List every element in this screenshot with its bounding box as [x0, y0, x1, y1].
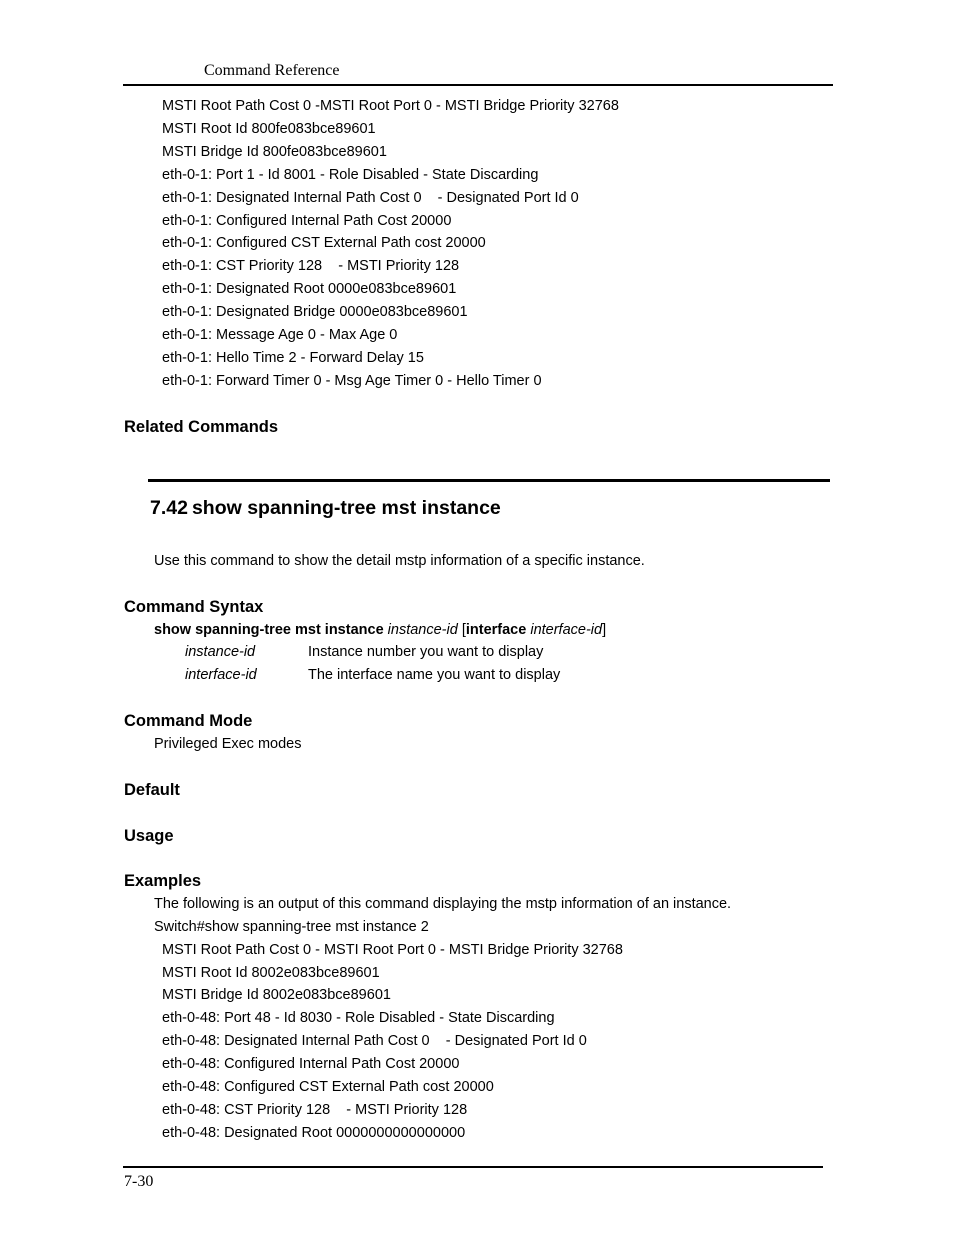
output-line: eth-0-1: Designated Bridge 0000e083bce89601: [162, 304, 468, 320]
example-output-line: MSTI Root Id 8002e083bce89601: [162, 965, 380, 981]
output-line: MSTI Root Path Cost 0 -MSTI Root Port 0 - MSTI Bridge Priority 32768: [162, 98, 619, 114]
example-output-line: eth-0-48: Designated Root 0000000000000000: [162, 1125, 466, 1141]
output-line: eth-0-1: Configured Internal Path Cost 20000: [162, 213, 452, 229]
param-name: interface-id: [185, 667, 257, 683]
example-output-line: eth-0-48: Designated Internal Path Cost 0 - Designated Port Id 0: [162, 1033, 587, 1049]
output-line: eth-0-1: Message Age 0 - Max Age 0: [162, 327, 398, 343]
section-description: Use this command to show the detail mstp information of a specific instance.: [154, 553, 645, 569]
usage-heading: Usage: [124, 827, 174, 845]
section-title-text: show spanning-tree mst instance: [191, 497, 501, 519]
syntax-open-bracket: [: [461, 622, 466, 638]
default-heading: Default: [124, 781, 180, 799]
related-commands-heading: Related Commands: [124, 418, 279, 436]
output-line: MSTI Bridge Id 800fe083bce89601: [162, 144, 387, 160]
example-output-line: eth-0-48: CST Priority 128 - MSTI Priority 128: [162, 1102, 468, 1118]
output-line: MSTI Root Id 800fe083bce89601: [162, 121, 376, 137]
page-number: 7-30: [124, 1173, 154, 1190]
syntax-arg-instance-id: instance-id: [387, 622, 458, 638]
example-output-line: eth-0-48: Configured Internal Path Cost 20000: [162, 1056, 460, 1072]
output-line: eth-0-1: Port 1 - Id 8001 - Role Disabled - State Discarding: [162, 167, 539, 183]
output-line: eth-0-1: CST Priority 128 - MSTI Priority 128: [162, 258, 460, 274]
examples-intro: The following is an output of this command displaying the mstp information of an instance.: [154, 896, 732, 912]
running-header: Command Reference: [204, 62, 340, 79]
command-mode-heading: Command Mode: [124, 712, 253, 730]
command-syntax-line: [154, 621, 606, 639]
example-output-line: MSTI Bridge Id 8002e083bce89601: [162, 987, 391, 1003]
example-output-line: MSTI Root Path Cost 0 - MSTI Root Port 0 - MSTI Bridge Priority 32768: [162, 942, 623, 958]
examples-prompt: Switch#show spanning-tree mst instance 2: [154, 919, 429, 935]
output-line: eth-0-1: Forward Timer 0 - Msg Age Timer 0 - Hello Timer 0: [162, 373, 542, 389]
output-line: eth-0-1: Configured CST External Path cost 20000: [162, 235, 486, 251]
header-rule: [123, 84, 833, 86]
section-number: 7.42: [150, 497, 188, 519]
examples-heading: Examples: [124, 872, 202, 890]
output-line: eth-0-1: Designated Root 0000e083bce89601: [162, 281, 457, 297]
command-syntax-heading: Command Syntax: [124, 598, 264, 616]
output-line: eth-0-1: Hello Time 2 - Forward Delay 15: [162, 350, 424, 366]
section-title: [150, 496, 501, 520]
syntax-keyword-interface: interface: [465, 622, 527, 638]
syntax-close-bracket: ]: [602, 622, 607, 638]
example-output-line: eth-0-48: Port 48 - Id 8030 - Role Disabled - State Discarding: [162, 1010, 555, 1026]
syntax-command: show spanning-tree mst instance: [154, 622, 384, 638]
section-rule: [148, 479, 830, 482]
example-output-line: eth-0-48: Configured CST External Path cost 20000: [162, 1079, 494, 1095]
output-line: eth-0-1: Designated Internal Path Cost 0 - Designated Port Id 0: [162, 190, 579, 206]
param-name: instance-id: [185, 644, 256, 660]
footer-rule: [123, 1166, 823, 1168]
param-description: Instance number you want to display: [308, 644, 544, 660]
syntax-arg-interface-id: interface-id: [530, 622, 603, 638]
param-description: The interface name you want to display: [308, 667, 561, 683]
command-mode-text: Privileged Exec modes: [154, 736, 302, 752]
